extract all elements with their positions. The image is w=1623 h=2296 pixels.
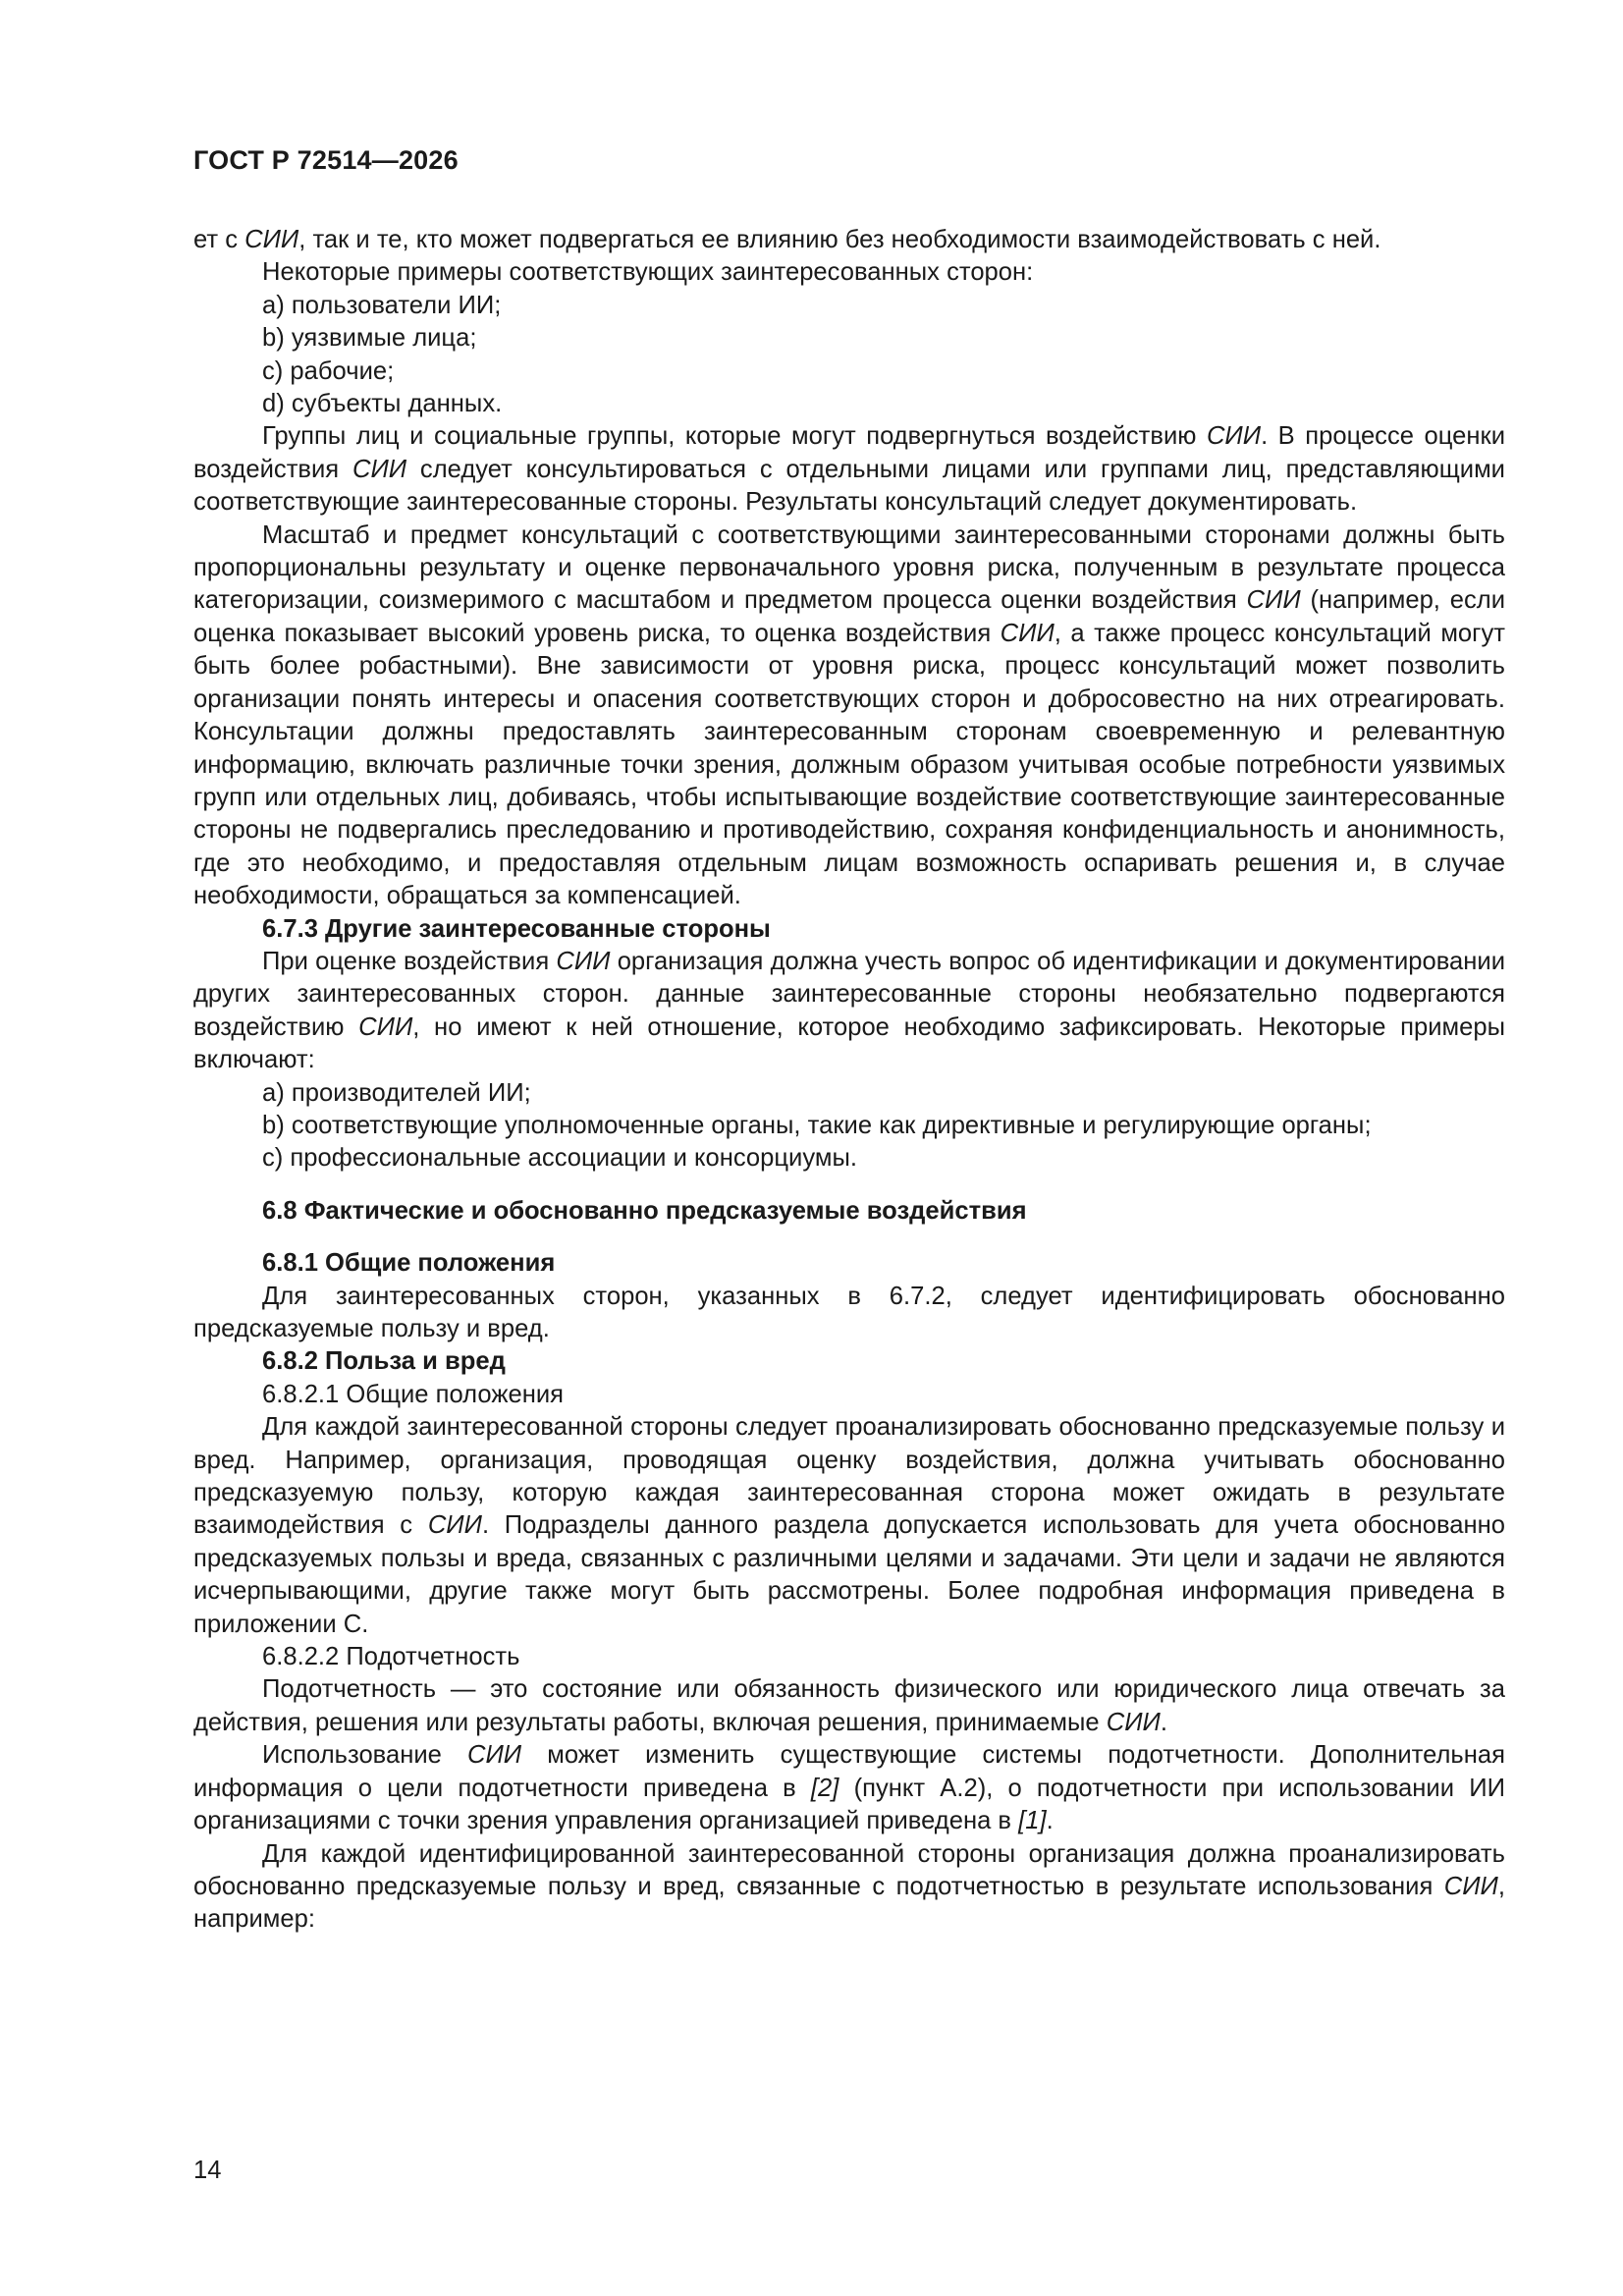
- document-body: [193, 224, 1505, 1937]
- page-number: 14: [193, 2157, 222, 2184]
- paragraph: При оценке воздействия СИИ организация должна учесть вопрос об идентификации и документировании других заинтересованных сторон. данные заинтересованные стороны необязательно подвергаются воздействию СИИ, но имеют к ней отношение, которое необходимо зафиксировать. Некоторые примеры включают:: [193, 947, 1505, 1074]
- paragraph: Для каждой заинтересованной стороны следует проанализировать обоснованно предсказуемые пользу и вред. Например, организация, проводящая оценку воздействия, должна учитывать обоснованно предсказуемую пользу, которую каждая заинтересованная сторона может ожидать в результате взаимодействия с СИИ. Подразделы данного раздела допускается использовать для учета обоснованно предсказуемых пользы и вреда, связанных с различными целями и задачами. Эти цели и задачи не являются исчерпывающими, другие также могут быть рассмотрены. Более подробная информация приведена в приложении С.: [193, 1413, 1505, 1638]
- paragraph: Масштаб и предмет консультаций с соответствующими заинтересованными сторонами должны быть пропорциональны результату и оценке первоначального уровня риска, полученным в результате процесса категоризации, соизмеримого с масштабом и предметом процесса оценки воздействия СИИ (например, если оценка показывает высокий уровень риска, то оценка воздействия СИИ, а также процесс консультаций могут быть более робастными). Вне зависимости от уровня риска, процесс консультаций может позволить организации понять интересы и опасения соответствующих сторон и добросовестно на них отреагировать. Консультации должны предоставлять заинтересованным сторонам своевременную и релевантную информацию, включать различные точки зрения, должным образом учитывая особые потребности уязвимых групп или отдельных лиц, добиваясь, чтобы испытывающие воздействие соответствующие заинтересованные стороны не подвергались преследованию и противодействию, сохраняя конфиденциальность и анонимность, где это необходимо, и предоставляя отдельным лицам возможность оспаривать решения и, в случае необходимости, обращаться за компенсацией.: [193, 520, 1505, 910]
- list-item: b) уязвимые лица;: [262, 324, 477, 353]
- other-stakeholders-list: [193, 1077, 1505, 1175]
- list-item: a) пользователи ИИ;: [262, 291, 502, 319]
- paragraph: Некоторые примеры соответствующих заинтересованных сторон:: [262, 258, 1034, 287]
- section-heading-6-7-3: 6.7.3 Другие заинтересованные стороны: [262, 914, 771, 943]
- stakeholder-list: [193, 290, 1505, 421]
- list-item: b) соответствующие уполномоченные органы, такие как директивные и регулирующие органы;: [262, 1111, 1372, 1139]
- list-item: c) профессиональные ассоциации и консорциумы.: [262, 1144, 857, 1173]
- section-heading-6-8: 6.8 Фактические и обоснованно предсказуемые воздействия: [262, 1196, 1027, 1225]
- list-item: d) субъекты данных.: [262, 390, 503, 418]
- document-header: ГОСТ Р 72514—2026: [193, 145, 459, 175]
- subsection-heading-6-8-2-2: 6.8.2.2 Подотчетность: [262, 1643, 520, 1671]
- paragraph: Подотчетность — это состояние или обязанность физического или юридического лица отвечать за действия, решения или результаты работы, включая решения, принимаемые СИИ.: [193, 1675, 1505, 1736]
- paragraph: Использование СИИ может изменить существующие системы подотчетности. Дополнительная информация о цели подотчетности приведена в [2] (пункт А.2), о подотчетности при использовании ИИ организациями с точки зрения управления организацией приведена в [1].: [193, 1741, 1505, 1835]
- section-heading-6-8-2: 6.8.2 Польза и вред: [262, 1347, 506, 1376]
- section-heading-6-8-1: 6.8.1 Общие положения: [262, 1249, 556, 1278]
- list-item: a) производителей ИИ;: [262, 1078, 531, 1107]
- paragraph: Группы лиц и социальные группы, которые могут подвергнуться воздействию СИИ. В процессе оценки воздействия СИИ следует консультироваться с отдельными лицами или группами лиц, представляющими соответствующие заинтересованные стороны. Результаты консультаций следует документировать.: [193, 422, 1505, 517]
- paragraph: Для заинтересованных сторон, указанных в 6.7.2, следует идентифицировать обоснованно предсказуемые пользу и вред.: [193, 1282, 1505, 1342]
- list-item: c) рабочие;: [262, 356, 395, 385]
- paragraph: ет с СИИ, так и те, кто может подвергаться ее влиянию без необходимости взаимодействовать с ней.: [193, 226, 1381, 253]
- subsection-heading-6-8-2-1: 6.8.2.1 Общие положения: [262, 1380, 564, 1408]
- paragraph: Для каждой идентифицированной заинтересованной стороны организация должна проанализировать обоснованно предсказуемые пользу и вред, связанные с подотчетностью в результате использования СИИ, например:: [193, 1839, 1505, 1934]
